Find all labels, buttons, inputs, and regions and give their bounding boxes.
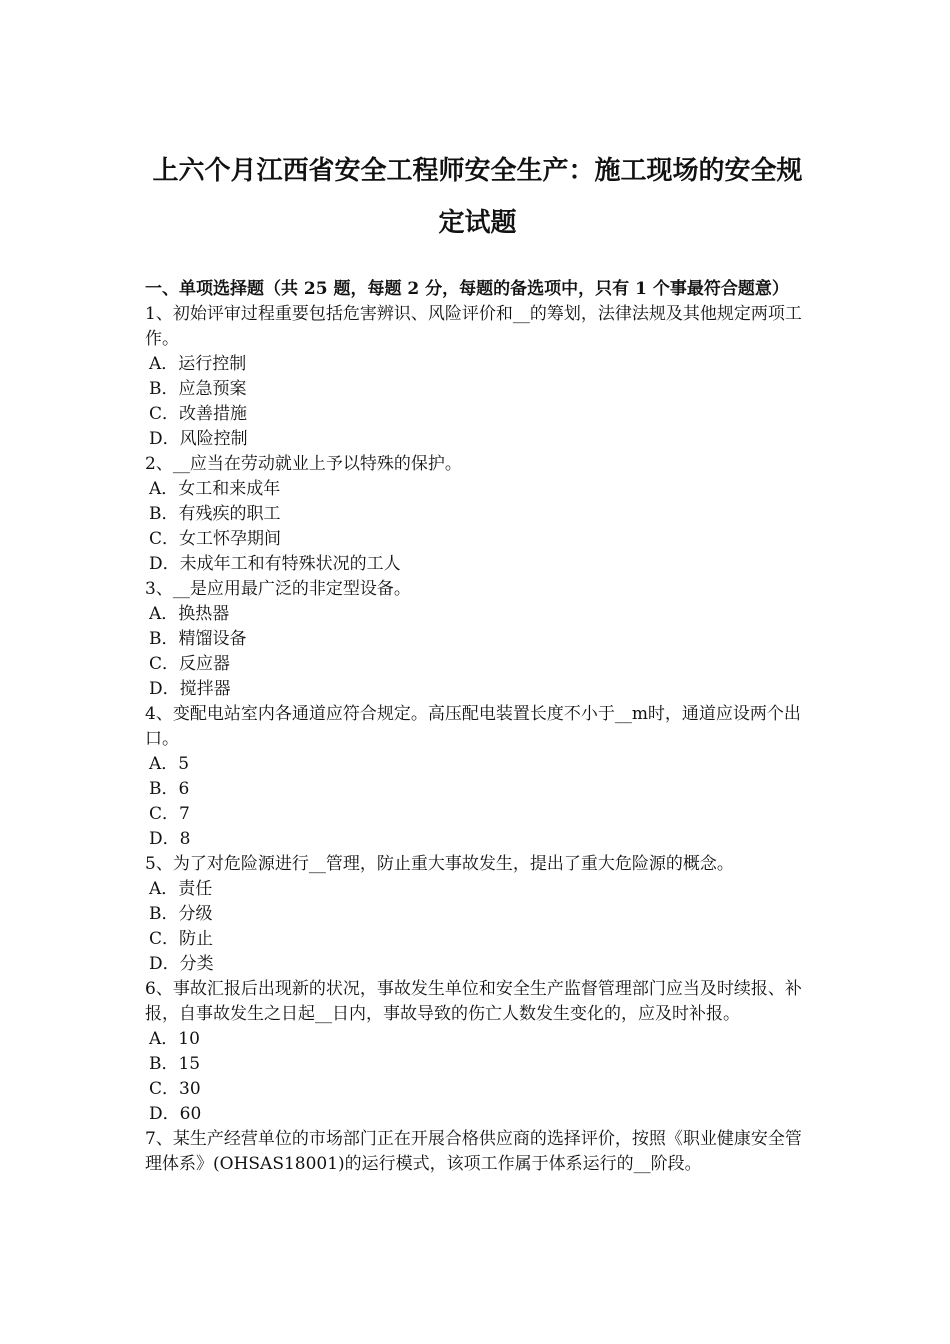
option-a: A．女工和来成年 <box>149 479 281 499</box>
question-2 <box>145 452 810 577</box>
question-text: 7、某生产经营单位的市场部门正在开展合格供应商的选择评价，按照《职业健康安全管理体系》(OHSAS18001)的运行模式，该项工作属于体系运行的__阶段。 <box>145 1129 802 1174</box>
option-b: B．精馏设备 <box>149 629 247 649</box>
option-a: A．责任 <box>149 879 213 899</box>
option-b: B．应急预案 <box>149 379 247 399</box>
option-a: A．10 <box>149 1029 200 1049</box>
option-a: A．运行控制 <box>149 354 247 374</box>
option-d: D．60 <box>149 1104 202 1124</box>
option-d: D．风险控制 <box>149 429 248 449</box>
option-b: B．分级 <box>149 904 213 924</box>
option-c: C．30 <box>149 1079 201 1099</box>
question-text: 1、初始评审过程重要包括危害辨识、风险评价和__的筹划，法律法规及其他规定两项工作。 <box>145 304 802 349</box>
option-b: B．有残疾的职工 <box>149 504 281 524</box>
question-1 <box>145 302 810 452</box>
question-text: 4、变配电站室内各通道应符合规定。高压配电装置长度不小于__m时，通道应设两个出口。 <box>145 704 801 749</box>
option-d: D．搅拌器 <box>149 679 231 699</box>
option-a: A．换热器 <box>149 604 230 624</box>
option-c: C．反应器 <box>149 654 231 674</box>
section-heading: 一、单项选择题（共 25 题，每题 2 分，每题的备选项中，只有 1 个事最符合题意） <box>145 279 789 299</box>
option-d: D．分类 <box>149 954 214 974</box>
option-b: B．15 <box>149 1054 201 1074</box>
question-text: 3、__是应用最广泛的非定型设备。 <box>145 579 411 599</box>
title-line-2: 定试题 <box>438 208 517 238</box>
option-c: C．7 <box>149 804 190 824</box>
question-text: 6、事故汇报后出现新的状况，事故发生单位和安全生产监督管理部门应当及时续报、补报，自事故发生之日起__日内，事故导致的伤亡人数发生变化的，应及时补报。 <box>145 979 802 1024</box>
option-c: C．防止 <box>149 929 214 949</box>
option-a: A．5 <box>149 754 190 774</box>
option-c: C．女工怀孕期间 <box>149 529 282 549</box>
question-text: 2、__应当在劳动就业上予以特殊的保护。 <box>145 454 462 474</box>
question-3 <box>145 577 810 702</box>
question-text: 5、为了对危险源进行__管理，防止重大事故发生，提出了重大危险源的概念。 <box>145 854 734 874</box>
question-4 <box>145 702 810 852</box>
document-title <box>145 145 810 249</box>
option-d: D．未成年工和有特殊状况的工人 <box>149 554 401 574</box>
option-d: D．8 <box>149 829 191 849</box>
question-5 <box>145 852 810 977</box>
option-c: C．改善措施 <box>149 404 248 424</box>
question-6 <box>145 977 810 1127</box>
question-7 <box>145 1127 810 1177</box>
document-page <box>145 145 810 1177</box>
option-b: B．6 <box>149 779 190 799</box>
title-line-1: 上六个月江西省安全工程师安全生产：施工现场的安全规 <box>152 156 803 186</box>
